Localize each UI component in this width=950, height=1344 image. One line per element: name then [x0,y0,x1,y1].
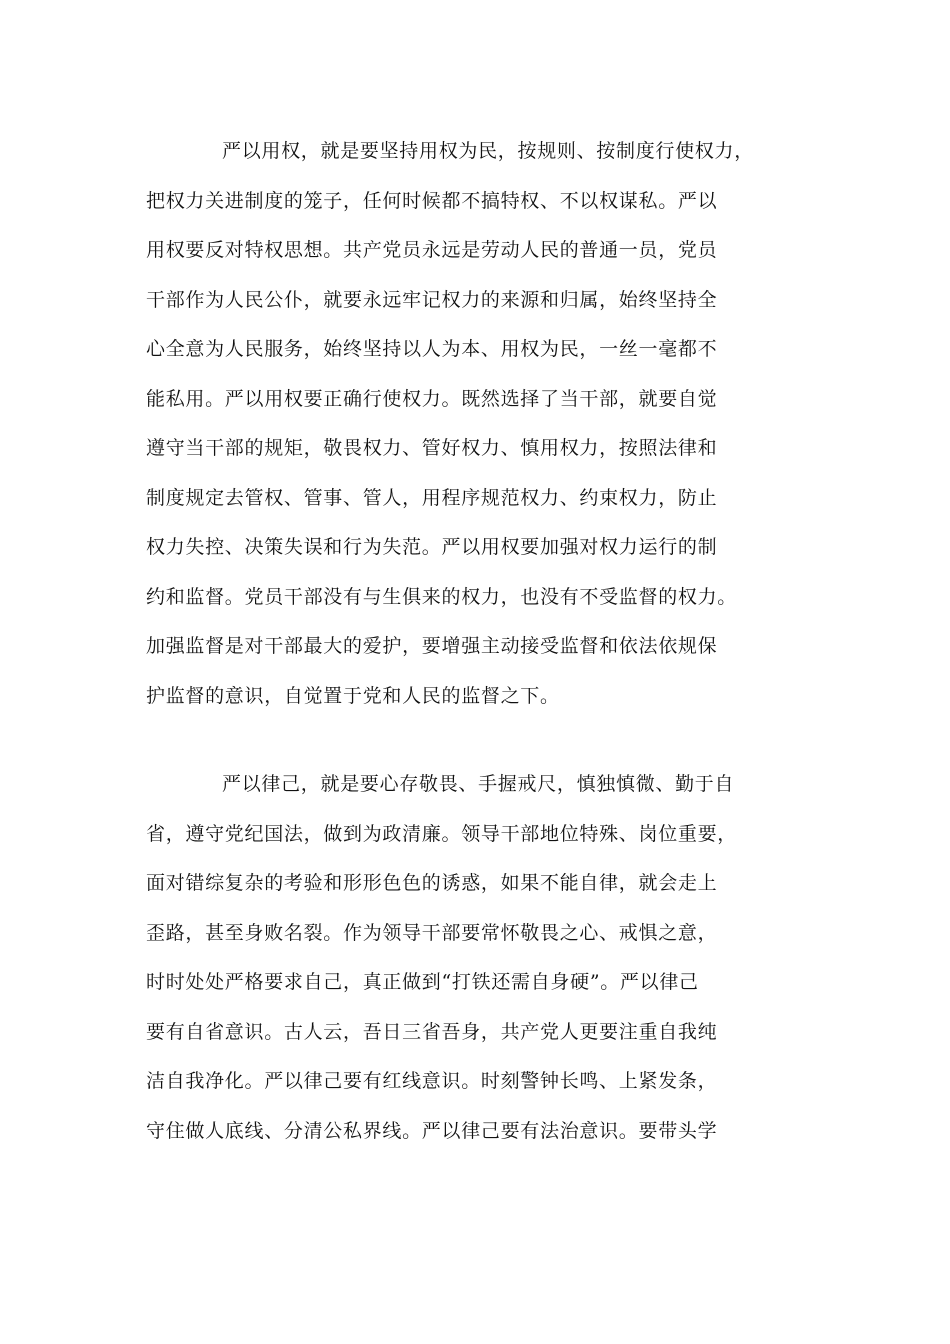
text-line: 遵守当干部的规矩，敬畏权力、管好权力、慎用权力，按照法律和 [146,437,718,459]
text-line: 权力失控、决策失误和行为失范。严以用权要加强对权力运行的制 [146,536,718,558]
text-line: 加强监督是对干部最大的爱护，要增强主动接受监督和依法依规保 [146,635,718,657]
paragraph-strict-self-discipline [146,760,816,1156]
text-line: 洁自我净化。严以律己要有红线意识。时刻警钟长鸣、上紧发条， [146,1070,718,1092]
text-line: 要有自省意识。古人云，吾日三省吾身，共产党人更要注重自我纯 [146,1020,718,1043]
text-line: 歪路，甚至身败名裂。作为领导干部要常怀敬畏之心、戒惧之意， [146,921,718,944]
text-line: 心全意为人民服务，始终坚持以人为本、用权为民，一丝一毫都不 [146,338,718,360]
text-line: 时时处处严格要求自己，真正做到“打铁还需自身硬”。严以律己 [146,971,699,993]
text-line: 约和监督。党员干部没有与生俱来的权力，也没有不受监督的权力。 [146,585,738,608]
text-line: 严以用权，就是要坚持用权为民，按规则、按制度行使权力， [222,140,754,162]
text-line: 面对错综复杂的考验和形形色色的诱惑，如果不能自律，就会走上 [146,872,718,894]
text-line: 守住做人底线、分清公私界线。严以律己要有法治意识。要带头学 [146,1119,718,1142]
text-line: 能私用。严以用权要正确行使权力。既然选择了当干部，就要自觉 [146,387,718,410]
text-line: 护监督的意识，自觉置于党和人民的监督之下。 [146,684,560,707]
text-line: 干部作为人民公仆，就要永远牢记权力的来源和归属，始终坚持全 [146,288,718,311]
paragraph-strict-use-of-power [146,127,816,721]
text-line: 严以律己，就是要心存敬畏、手握戒尺，慎独慎微、勤于自 [222,773,735,795]
text-line: 把权力关进制度的笼子，任何时候都不搞特权、不以权谋私。严以 [146,189,718,212]
text-line: 制度规定去管权、管事、管人，用程序规范权力、约束权力，防止 [146,486,718,509]
text-line: 省，遵守党纪国法，做到为政清廉。领导干部地位特殊、岗位重要， [146,822,738,845]
text-line: 用权要反对特权思想。共产党员永远是劳动人民的普通一员，党员 [146,239,718,261]
